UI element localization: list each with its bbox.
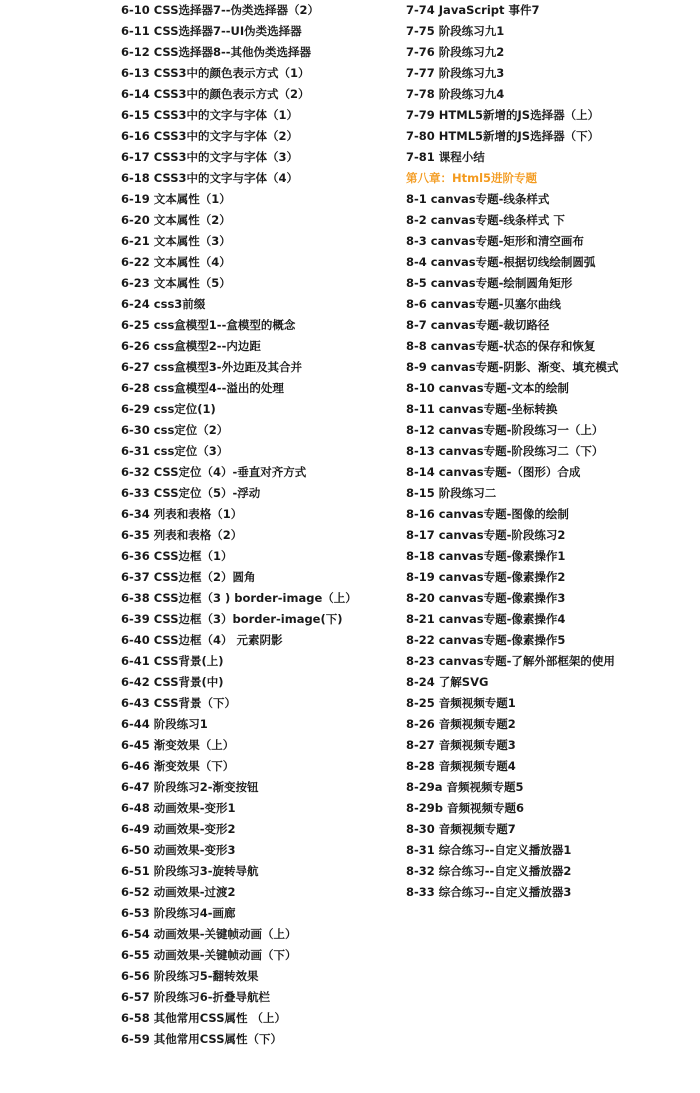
chapter-heading: 第八章：Html5进阶专题: [406, 171, 538, 185]
lesson-item: 6-57 阶段练习6-折叠导航栏: [121, 990, 271, 1004]
lesson-item: 8-16 canvas专题-图像的绘制: [406, 507, 569, 521]
lesson-item: 8-29a 音频视频专题5: [406, 780, 524, 794]
lesson-item: 6-25 css盒模型1--盒模型的概念: [121, 318, 296, 332]
lesson-item: 8-3 canvas专题-矩形和清空画布: [406, 234, 584, 248]
lesson-item: 8-26 音频视频专题2: [406, 717, 516, 731]
lesson-item: 8-22 canvas专题-像素操作5: [406, 633, 566, 647]
lesson-item: 8-33 综合练习--自定义播放器3: [406, 885, 572, 899]
lesson-item: 6-24 css3前缀: [121, 297, 206, 311]
lesson-item: 8-1 canvas专题-线条样式: [406, 192, 550, 206]
lesson-item: 6-38 CSS边框（3 ) border-image（上）: [121, 591, 357, 605]
lesson-item: 6-12 CSS选择器8--其他伪类选择器: [121, 45, 312, 59]
lesson-item: 6-29 css定位(1): [121, 402, 216, 416]
lesson-item: 6-40 CSS边框（4） 元素阴影: [121, 633, 283, 647]
lesson-item: 6-39 CSS边框（3）border-image(下): [121, 612, 343, 626]
lesson-item: 6-10 CSS选择器7--伪类选择器（2）: [121, 3, 320, 17]
lesson-item: 8-12 canvas专题-阶段练习一（上）: [406, 423, 604, 437]
lesson-item: 7-74 JavaScript 事件7: [406, 3, 540, 17]
lesson-item: 8-27 音频视频专题3: [406, 738, 516, 752]
lesson-item: 6-27 css盒模型3-外边距及其合并: [121, 360, 303, 374]
lesson-item: 6-53 阶段练习4-画廊: [121, 906, 236, 920]
lesson-item: 8-14 canvas专题-（图形）合成: [406, 465, 581, 479]
lesson-item: 8-9 canvas专题-阴影、渐变、填充模式: [406, 360, 619, 374]
lesson-item: 8-31 综合练习--自定义播放器1: [406, 843, 572, 857]
lesson-item: 8-17 canvas专题-阶段练习2: [406, 528, 566, 542]
lesson-item: 8-32 综合练习--自定义播放器2: [406, 864, 572, 878]
lesson-item: 7-81 课程小结: [406, 150, 485, 164]
lesson-item: 6-44 阶段练习1: [121, 717, 208, 731]
lesson-item: 8-30 音频视频专题7: [406, 822, 516, 836]
lesson-item: 6-35 列表和表格（2）: [121, 528, 243, 542]
lesson-item: 6-20 文本属性（2）: [121, 213, 231, 227]
lesson-item: 7-78 阶段练习九4: [406, 87, 505, 101]
lesson-item: 6-33 CSS定位（5）-浮动: [121, 486, 261, 500]
lesson-item: 6-50 动画效果-变形3: [121, 843, 236, 857]
lesson-item: 8-11 canvas专题-坐标转换: [406, 402, 558, 416]
lesson-item: 7-77 阶段练习九3: [406, 66, 505, 80]
lesson-item: 8-4 canvas专题-根据切线绘制圆弧: [406, 255, 596, 269]
lesson-item: 8-23 canvas专题-了解外部框架的使用: [406, 654, 615, 668]
lesson-item: 8-21 canvas专题-像素操作4: [406, 612, 566, 626]
lesson-item: 6-30 css定位（2）: [121, 423, 229, 437]
lesson-item: 6-41 CSS背景(上): [121, 654, 224, 668]
lesson-item: 7-80 HTML5新增的JS选择器（下）: [406, 129, 600, 143]
left-lesson-list: [121, 0, 391, 1050]
lesson-item: 8-8 canvas专题-状态的保存和恢复: [406, 339, 596, 353]
lesson-item: 7-75 阶段练习九1: [406, 24, 505, 38]
lesson-item: 6-22 文本属性（4）: [121, 255, 231, 269]
lesson-item: 6-11 CSS选择器7--UI伪类选择器: [121, 24, 302, 38]
lesson-item: 8-5 canvas专题-绘制圆角矩形: [406, 276, 573, 290]
lesson-item: 6-58 其他常用CSS属性 （上）: [121, 1011, 286, 1025]
lesson-item: 6-43 CSS背景（下）: [121, 696, 236, 710]
lesson-item: 8-13 canvas专题-阶段练习二（下）: [406, 444, 604, 458]
lesson-item: 6-37 CSS边框（2）圆角: [121, 570, 256, 584]
lesson-item: 6-32 CSS定位（4）-垂直对齐方式: [121, 465, 307, 479]
lesson-item: 6-36 CSS边框（1）: [121, 549, 233, 563]
lesson-item: 8-18 canvas专题-像素操作1: [406, 549, 566, 563]
lesson-item: 8-10 canvas专题-文本的绘制: [406, 381, 569, 395]
lesson-item: 6-21 文本属性（3）: [121, 234, 231, 248]
lesson-item: 6-49 动画效果-变形2: [121, 822, 236, 836]
lesson-item: 6-55 动画效果-关键帧动画（下）: [121, 948, 297, 962]
lesson-item: 6-42 CSS背景(中): [121, 675, 224, 689]
lesson-item: 6-52 动画效果-过渡2: [121, 885, 236, 899]
lesson-item: 8-25 音频视频专题1: [406, 696, 516, 710]
lesson-item: 6-17 CSS3中的文字与字体（3）: [121, 150, 298, 164]
lesson-item: 6-23 文本属性（5）: [121, 276, 231, 290]
lesson-item: 6-45 渐变效果（上）: [121, 738, 235, 752]
lesson-item: 6-15 CSS3中的文字与字体（1）: [121, 108, 298, 122]
lesson-item: 6-18 CSS3中的文字与字体（4）: [121, 171, 298, 185]
lesson-item: 8-24 了解SVG: [406, 675, 489, 689]
lesson-item: 7-79 HTML5新增的JS选择器（上）: [406, 108, 600, 122]
right-lesson-list: [406, 0, 696, 903]
lesson-item: 6-48 动画效果-变形1: [121, 801, 236, 815]
lesson-item: 8-7 canvas专题-裁切路径: [406, 318, 550, 332]
lesson-item: 6-56 阶段练习5-翻转效果: [121, 969, 259, 983]
lesson-item: 6-46 渐变效果（下）: [121, 759, 235, 773]
lesson-item: 8-2 canvas专题-线条样式 下: [406, 213, 565, 227]
lesson-item: 8-28 音频视频专题4: [406, 759, 516, 773]
lesson-item: 8-15 阶段练习二: [406, 486, 497, 500]
lesson-item: 6-26 css盒模型2--内边距: [121, 339, 261, 353]
lesson-item: 6-54 动画效果-关键帧动画（上）: [121, 927, 297, 941]
lesson-item: 6-51 阶段练习3-旋转导航: [121, 864, 259, 878]
lesson-item: 6-28 css盒模型4--溢出的处理: [121, 381, 284, 395]
lesson-item: 8-20 canvas专题-像素操作3: [406, 591, 566, 605]
lesson-item: 8-29b 音频视频专题6: [406, 801, 525, 815]
lesson-item: 7-76 阶段练习九2: [406, 45, 505, 59]
lesson-item: 6-47 阶段练习2-渐变按钮: [121, 780, 259, 794]
lesson-item: 6-16 CSS3中的文字与字体（2）: [121, 129, 298, 143]
lesson-item: 8-6 canvas专题-贝塞尔曲线: [406, 297, 561, 311]
lesson-item: 8-19 canvas专题-像素操作2: [406, 570, 566, 584]
lesson-item: 6-13 CSS3中的颜色表示方式（1）: [121, 66, 310, 80]
lesson-item: 6-14 CSS3中的颜色表示方式（2）: [121, 87, 310, 101]
lesson-item: 6-19 文本属性（1）: [121, 192, 231, 206]
lesson-item: 6-34 列表和表格（1）: [121, 507, 243, 521]
lesson-item: 6-31 css定位（3）: [121, 444, 229, 458]
lesson-item: 6-59 其他常用CSS属性（下）: [121, 1032, 282, 1046]
